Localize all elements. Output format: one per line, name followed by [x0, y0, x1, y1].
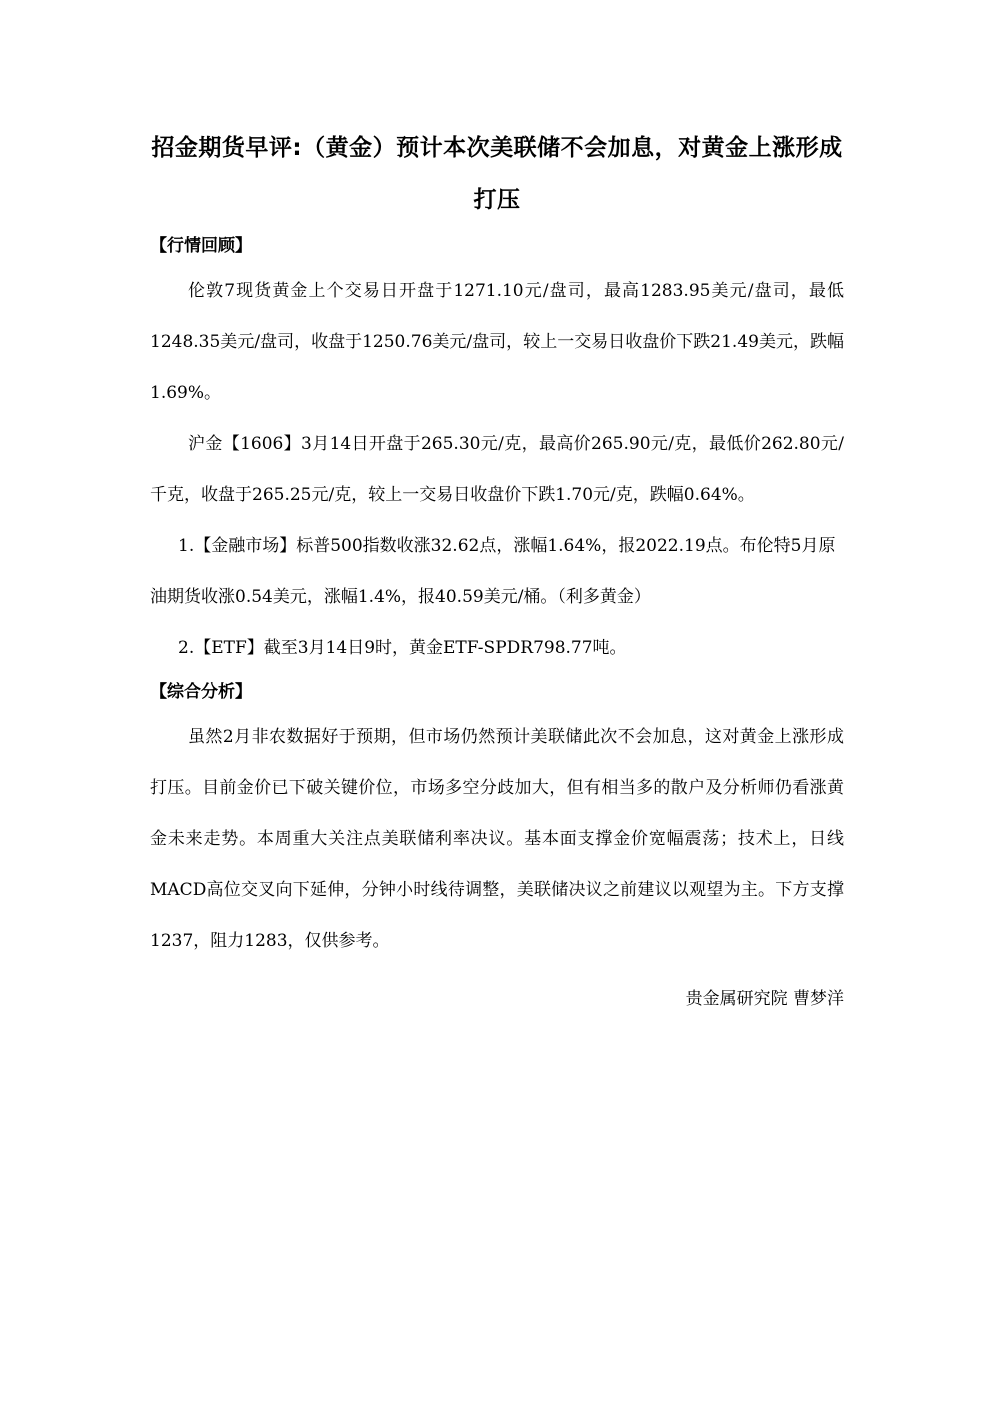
author-signature: 贵金属研究院 曹梦洋	[685, 989, 844, 1009]
analysis-heading: 【综合分析】	[150, 682, 252, 702]
market-review-heading: 【行情回顾】	[150, 236, 252, 256]
document-content	[150, 122, 844, 1015]
london-gold-paragraph: 伦敦7现货黄金上个交易日开盘于1271.10元/盘司，最高1283.95美元/盘司，最低1248.35美元/盘司，收盘于1250.76美元/盘司，较上一交易日收盘价下跌21.49美元，跌幅1.69%。	[150, 281, 844, 403]
etf-item: 2.【ETF】截至3月14日9时，黄金ETF-SPDR798.77吨。	[178, 638, 627, 658]
analysis-paragraph: 虽然2月非农数据好于预期，但市场仍然预计美联储此次不会加息，这对黄金上涨形成打压。目前金价已下破关键价位，市场多空分歧加大，但有相当多的散户及分析师仍看涨黄金未来走势。本周重大关注点美联储利率决议。基本面支撑金价宽幅震荡；技术上，日线MACD高位交叉向下延伸，分钟小时线待调整，美联储决议之前建议以观望为主。下方支撑1237，阻力1283，仅供参考。	[150, 727, 844, 951]
financial-market-item: 1.【金融市场】标普500指数收涨32.62点，涨幅1.64%，报2022.19点。布伦特5月原油期货收涨0.54美元，涨幅1.4%，报40.59美元/桶。（利多黄金）	[150, 536, 836, 607]
document-title: 招金期货早评:（黄金）预计本次美联储不会加息，对黄金上涨形成打压	[151, 135, 843, 213]
shanghai-gold-paragraph: 沪金【1606】3月14日开盘于265.30元/克，最高价265.90元/克，最低价262.80元/千克，收盘于265.25元/克，较上一交易日收盘价下跌1.70元/克，跌幅0.64%。	[150, 434, 844, 505]
